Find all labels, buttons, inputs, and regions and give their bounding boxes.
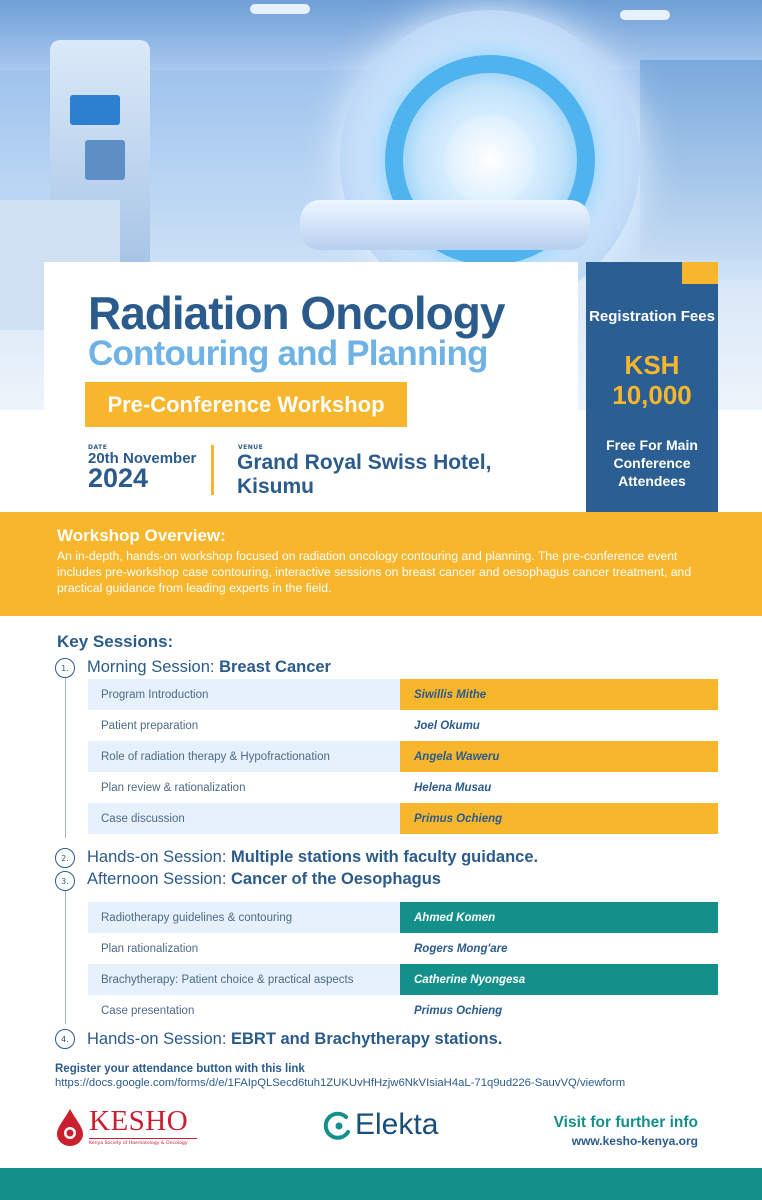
- venue-label: VENUE: [238, 444, 264, 451]
- row-speaker: Catherine Nyongesa: [400, 964, 718, 995]
- session-number: 4.: [55, 1029, 75, 1049]
- visit-title: Visit for further info: [553, 1114, 698, 1131]
- row-speaker: Rogers Mong'are: [414, 942, 508, 955]
- registration-fees-box: [586, 262, 718, 512]
- session-prefix: Hands-on Session:: [87, 1030, 231, 1048]
- session-heading: [87, 848, 538, 867]
- key-sessions-title: Key Sessions:: [57, 632, 174, 651]
- session-heading: [87, 870, 441, 889]
- event-date-day: 20th November: [88, 450, 197, 467]
- title-line-2: Contouring and Planning: [88, 334, 488, 373]
- row-speaker: Angela Waweru: [400, 741, 718, 772]
- fees-value: 10,000: [612, 380, 692, 410]
- register-link[interactable]: https://docs.google.com/forms/d/e/1FAIpQLSecd6tuh1ZUKUvHfHzjw6NkVIsiaH4aL-71q9ud226-SauvVQ/viewform: [55, 1077, 626, 1089]
- fees-corner-accent: [682, 262, 718, 284]
- hero-ceiling-light: [250, 4, 310, 14]
- session-number: 1.: [55, 658, 75, 678]
- blood-drop-icon: [55, 1108, 85, 1146]
- table-row: [88, 803, 718, 834]
- fees-note: Free For Main Conference Attendees: [606, 437, 698, 489]
- session-number: 3.: [55, 871, 75, 891]
- elekta-mark-icon: [322, 1111, 352, 1141]
- session-heading: [87, 658, 331, 677]
- session-rail: [65, 678, 66, 838]
- elekta-name: Elekta: [355, 1108, 439, 1141]
- session-topic: Cancer of the Oesophagus: [231, 870, 441, 888]
- table-row: [88, 964, 718, 995]
- session-heading: [87, 1030, 502, 1049]
- visit-info: [520, 1114, 698, 1148]
- table-row: [88, 710, 718, 741]
- table-row: [88, 933, 718, 964]
- table-row: [88, 772, 718, 803]
- visit-url[interactable]: www.kesho-kenya.org: [571, 1134, 698, 1148]
- overview-title: Workshop Overview:: [57, 526, 226, 545]
- workshop-badge: Pre-Conference Workshop: [85, 382, 407, 427]
- row-topic: Brachytherapy: Patient choice & practical aspects: [88, 964, 400, 995]
- session-topic: Breast Cancer: [219, 658, 331, 676]
- workshop-overview: [0, 512, 762, 616]
- kesho-logo: [55, 1105, 205, 1150]
- title-line-1: Radiation Oncology: [88, 287, 505, 339]
- table-row: [88, 902, 718, 933]
- row-topic: Radiotherapy guidelines & contouring: [88, 902, 400, 933]
- table-row: [88, 995, 718, 1026]
- hero-ceiling-light: [620, 10, 670, 20]
- row-topic: Patient preparation: [101, 719, 199, 732]
- session-prefix: Morning Session:: [87, 658, 220, 676]
- table-row: [88, 679, 718, 710]
- title-card: [44, 262, 578, 512]
- row-topic: Case presentation: [101, 1004, 195, 1017]
- row-speaker: Joel Okumu: [414, 719, 480, 732]
- table-row: [88, 741, 718, 772]
- event-date-year: 2024: [88, 463, 149, 493]
- session-prefix: Hands-on Session:: [87, 848, 231, 866]
- kesho-subtitle: Kenya Society of Haematology & Oncology: [89, 1141, 188, 1146]
- venue-value: Grand Royal Swiss Hotel, Kisumu: [237, 451, 492, 498]
- session-prefix: Afternoon Session:: [87, 870, 232, 888]
- row-topic: Role of radiation therapy & Hypofractionation: [88, 741, 400, 772]
- session-topic: Multiple stations with faculty guidance.: [231, 848, 539, 866]
- date-label: DATE: [88, 444, 108, 451]
- fees-currency: KSH: [624, 350, 680, 380]
- hero-console-keypad: [85, 140, 125, 180]
- row-topic: Case discussion: [88, 803, 400, 834]
- register-title: Register your attendance button with this link: [55, 1063, 305, 1075]
- row-speaker: Ahmed Komen: [400, 902, 718, 933]
- row-topic: Program Introduction: [88, 679, 400, 710]
- hero-console-screen: [70, 95, 120, 125]
- session-topic: EBRT and Brachytherapy stations.: [231, 1030, 503, 1048]
- row-speaker: Primus Ochieng: [414, 1004, 503, 1017]
- fees-amount: [586, 350, 718, 410]
- date-venue-divider: [211, 445, 214, 495]
- session-rail: [65, 888, 66, 1024]
- overview-text: An in-depth, hands-on workshop focused on radiation oncology contouring and planning. The pre-conference event includes pre-workshop case contouring, interactive sessions on breast cancer and oesophagus cancer treatment, and practical guidance from leading experts in the field.: [57, 549, 692, 595]
- row-speaker: Primus Ochieng: [400, 803, 718, 834]
- elekta-logo: [322, 1108, 462, 1148]
- hero-corridor: [640, 60, 762, 260]
- hero-scanner-bore: [440, 110, 540, 210]
- row-speaker: Helena Musau: [414, 781, 492, 794]
- row-topic: Plan rationalization: [101, 942, 199, 955]
- kesho-name: KESHO: [89, 1105, 189, 1137]
- fees-title: Registration Fees: [589, 308, 715, 325]
- bottom-bar: [0, 1168, 762, 1200]
- kesho-divider: [89, 1138, 197, 1139]
- hero-patient-bed: [300, 200, 590, 250]
- row-speaker: Siwillis Mithe: [400, 679, 718, 710]
- row-topic: Plan review & rationalization: [101, 781, 246, 794]
- session-number: 2.: [55, 848, 75, 868]
